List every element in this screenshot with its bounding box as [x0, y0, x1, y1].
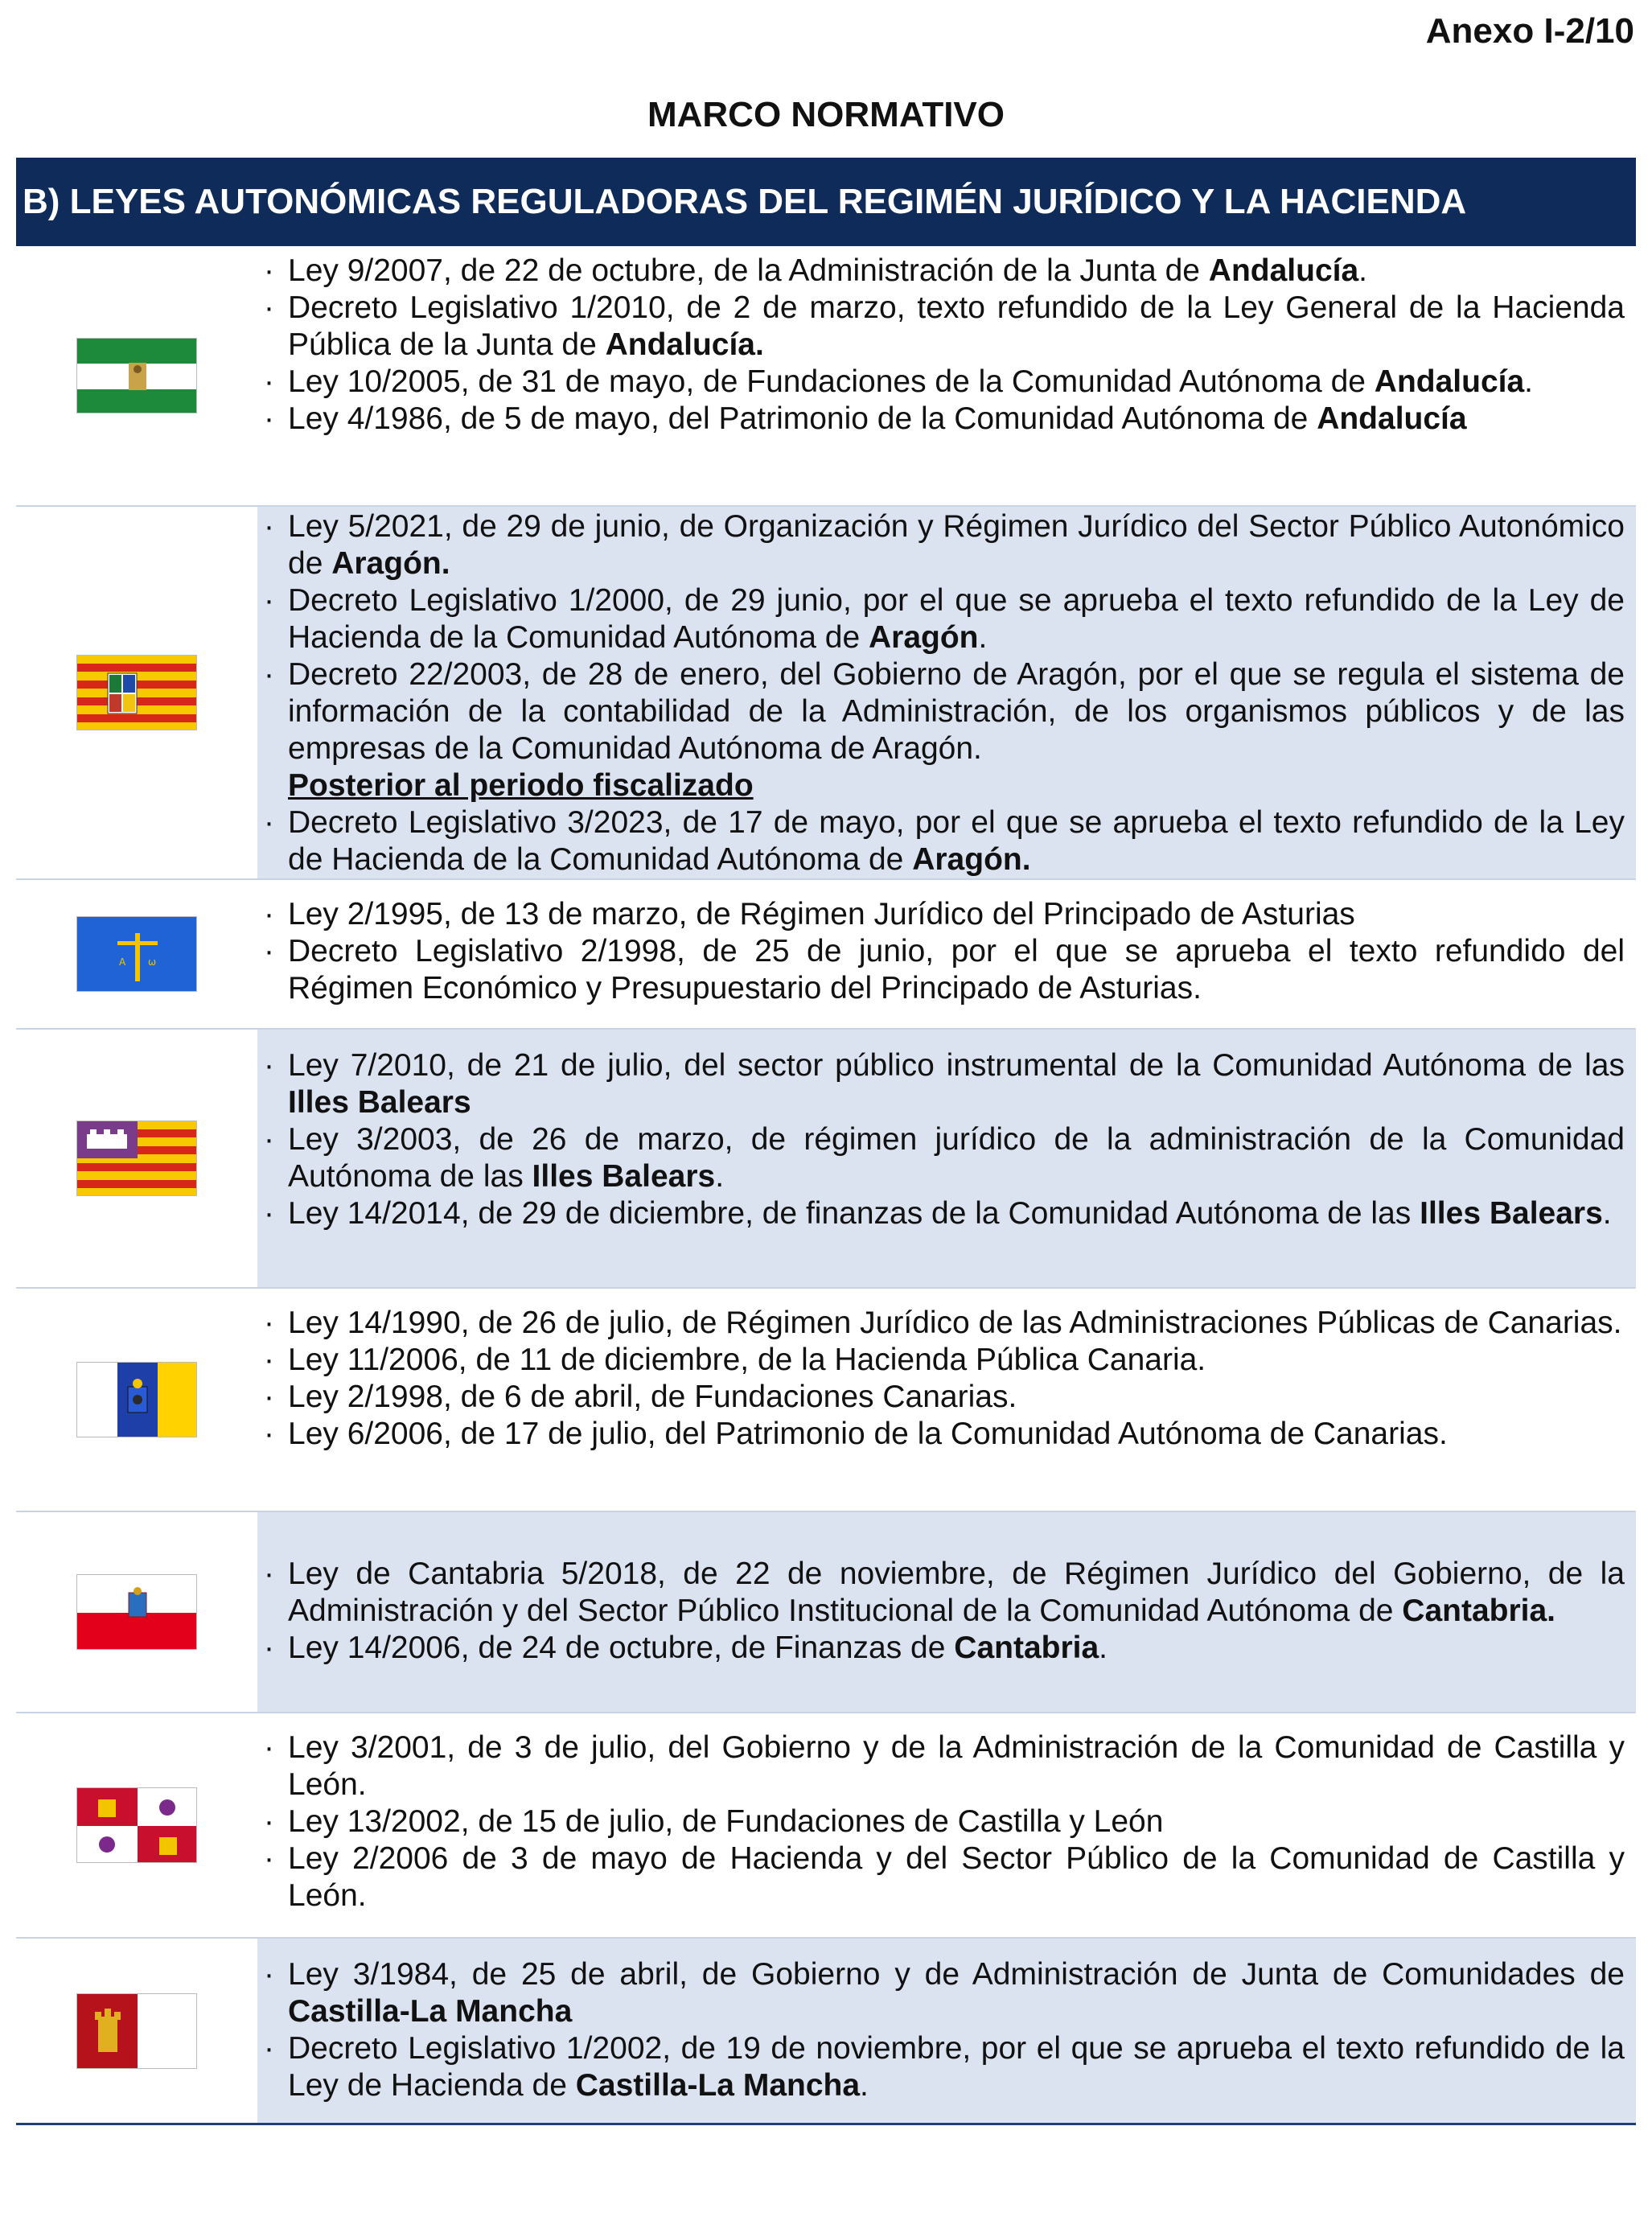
svg-text:ω: ω	[148, 956, 157, 968]
castilla-la-mancha-flag-icon	[76, 1993, 197, 2069]
region-row-aragon	[16, 507, 1636, 880]
list-item: · Ley 13/2002, de 15 de julio, de Fundaciones de Castilla y León	[264, 1804, 1164, 1839]
list-item: · Ley 2/1998, de 6 de abril, de Fundaciones Canarias.	[264, 1380, 1017, 1414]
legislation-table	[16, 246, 1636, 2125]
list-item: · Ley 9/2007, de 22 de octubre, de la Administración de la Junta de Andalucía.	[264, 253, 1368, 288]
list-item: · Decreto Legislativo 1/2002, de 19 de noviembre, por el que se aprueba el texto refundido de la Ley de Hacienda de Castilla-La Mancha.	[264, 2031, 1625, 2103]
flag-cell	[16, 1030, 257, 1287]
region-row-balears	[16, 1030, 1636, 1289]
list-item: · Ley 2/2006 de 3 de mayo de Hacienda y del Sector Público de la Comunidad de Castilla y León.	[264, 1841, 1625, 1913]
text-cell	[257, 880, 1636, 1028]
list-item: · Ley 7/2010, de 21 de julio, del sector público instrumental de la Comunidad Autónoma de las Illes Balears	[264, 1048, 1625, 1120]
region-row-canarias	[16, 1289, 1636, 1512]
text-cell	[257, 1289, 1636, 1511]
flag-cell	[16, 246, 257, 505]
list-item: · Ley 11/2006, de 11 de diciembre, de la Hacienda Pública Canaria.	[264, 1343, 1206, 1377]
region-row-cantabria	[16, 1512, 1636, 1713]
text-cell	[257, 1030, 1636, 1287]
text-cell	[257, 507, 1636, 878]
list-item: · Ley 6/2006, de 17 de julio, del Patrimonio de la Comunidad Autónoma de Canarias.	[264, 1417, 1448, 1451]
flag-cell	[16, 880, 257, 1028]
text-cell	[257, 1939, 1636, 2123]
castilla-leon-flag-icon	[76, 1787, 197, 1863]
flag-cell	[16, 1939, 257, 2123]
list-item: · Ley 2/1995, de 13 de marzo, de Régimen Jurídico del Principado de Asturias	[264, 897, 1355, 931]
list-item: · Ley 10/2005, de 31 de mayo, de Fundaciones de la Comunidad Autónoma de Andalucía.	[264, 364, 1534, 399]
page-title: MARCO NORMATIVO	[647, 95, 1005, 134]
list-item: · Decreto Legislativo 2/1998, de 25 de junio, por el que se aprueba el texto refundido del Régimen Económico y Presupuestario del Principado de Asturias.	[264, 934, 1625, 1005]
text-cell	[257, 1713, 1636, 1937]
annex-number: Anexo I-2/10	[1425, 11, 1634, 51]
list-item: · Decreto Legislativo 1/2000, de 29 junio, por el que se aprueba el texto refundido de la Ley de Hacienda de la Comunidad Autónoma de Aragón.	[264, 583, 1625, 655]
note-after-period: Posterior al periodo fiscalizado	[288, 768, 754, 803]
list-item: · Ley 5/2021, de 29 de junio, de Organización y Régimen Jurídico del Sector Público Autonómico de Aragón.	[264, 509, 1625, 581]
text-cell	[257, 1512, 1636, 1712]
region-row-castilla-la-mancha	[16, 1939, 1636, 2125]
balears-flag-icon	[76, 1121, 197, 1196]
canarias-flag-icon	[76, 1362, 197, 1437]
svg-text:A: A	[119, 956, 126, 968]
region-row-asturias	[16, 880, 1636, 1030]
list-item: · Ley de Cantabria 5/2018, de 22 de noviembre, de Régimen Jurídico del Gobierno, de la Administración y del Sector Público Institucional de la Comunidad Autónoma de Cantabria.	[264, 1557, 1625, 1628]
list-item: · Ley 4/1986, de 5 de mayo, del Patrimonio de la Comunidad Autónoma de Andalucía	[264, 401, 1467, 436]
list-item: · Decreto Legislativo 3/2023, de 17 de mayo, por el que se aprueba el texto refundido de la Ley de Hacienda de la Comunidad Autónoma de Aragón.	[264, 805, 1625, 877]
asturias-flag-icon	[76, 916, 197, 992]
flag-cell	[16, 507, 257, 878]
list-item: · Ley 3/2001, de 3 de julio, del Gobierno y de la Administración de la Comunidad de Castilla y León.	[264, 1730, 1625, 1802]
andalucia-flag-icon	[76, 338, 197, 413]
text-cell	[257, 246, 1636, 505]
section-header-text: B) LEYES AUTONÓMICAS REGULADORAS DEL REGIMÉN JURÍDICO Y LA HACIENDA	[23, 182, 1467, 221]
list-item: · Ley 3/1984, de 25 de abril, de Gobierno y de Administración de Junta de Comunidades de Castilla-La Mancha	[264, 1957, 1625, 2029]
list-item: · Ley 14/2014, de 29 de diciembre, de finanzas de la Comunidad Autónoma de las Illes Balears.	[264, 1196, 1612, 1231]
cantabria-flag-icon	[76, 1574, 197, 1650]
list-item: · Ley 3/2003, de 26 de marzo, de régimen jurídico de la administración de la Comunidad Autónoma de las Illes Balears.	[264, 1122, 1625, 1194]
aragon-flag-icon	[76, 655, 197, 730]
list-item: · Ley 14/1990, de 26 de julio, de Régimen Jurídico de las Administraciones Públicas de Canarias.	[264, 1306, 1622, 1340]
flag-cell	[16, 1713, 257, 1937]
section-header	[16, 158, 1636, 246]
flag-cell	[16, 1512, 257, 1712]
list-item: · Decreto Legislativo 1/2010, de 2 de marzo, texto refundido de la Ley General de la Hacienda Pública de la Junta de Andalucía.	[264, 290, 1625, 362]
region-row-castilla-leon	[16, 1713, 1636, 1939]
list-item: · Decreto 22/2003, de 28 de enero, del Gobierno de Aragón, por el que se regula el sistema de información de la contabilidad de la Administración, de los organismos públicos y de las empresas de la Comunidad Autónoma de Aragón.	[264, 657, 1625, 766]
flag-cell	[16, 1289, 257, 1511]
region-row-andalucia	[16, 246, 1636, 507]
list-item: · Ley 14/2006, de 24 de octubre, de Finanzas de Cantabria.	[264, 1631, 1108, 1665]
